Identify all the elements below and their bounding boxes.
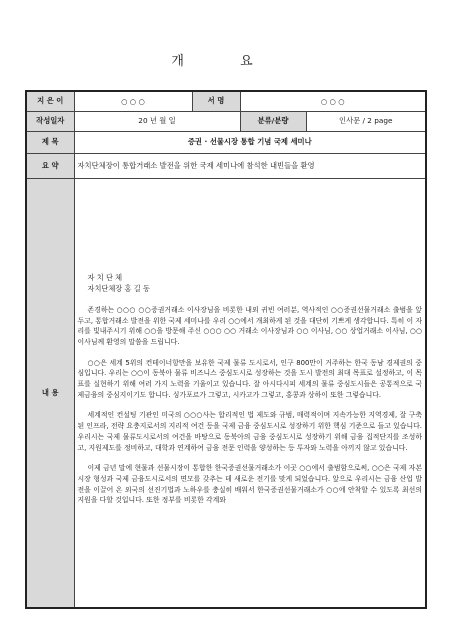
paragraph: ○○은 세계 5위의 컨테이너항만을 보유한 국제 물류 도시로서, 인구 800만이 거주하는 한국 동남 경제권의 중심입니다. 우리는 ○○이 동북아 물류 비즈니스 중심도시로 성장하는 것을 도시 발전의 최대 목표로 설정하고, 이 목표를 실현하기 위해 여러 가지 노력을 기울이고 있습니다. 잘 아시다시피 세계의 물류 중심도시들은 공통적으로 국제금융의 중심지이기도 합니다. 싱가포르가 그렇고, 시카고가 그렇고, 홍콩과 상하이 또한 그렇습니다. bbox=[77, 358, 422, 399]
content-row bbox=[26, 178, 426, 608]
date-label: 작성일자 bbox=[26, 111, 74, 131]
content-body bbox=[78, 272, 423, 506]
content-label: 내 용 bbox=[26, 178, 74, 608]
paragraph: 세계적인 컨설팅 기관인 미국의 ○○○사는 합리적인 법 제도와 규범, 매력적이며 지속가능한 지역경제, 잘 구축된 인프라, 전략 요충지로서의 지리적 여건 등을 국제 금융 중심도시로 성장하기 위한 핵심 기준으로 들고 있습니다. 우리시는 국제 물류도시로서의 여건을 바탕으로 동북아의 금융 중심도시로 성장하기 위해 금융 집적단지를 조성하고, 지원제도를 정비하고, 대학과 연계하여 금융 전문 인력을 양성하는 등 투자와 노력을 아끼지 않고 있습니다. bbox=[77, 411, 422, 452]
document-form bbox=[25, 90, 427, 609]
content-cell bbox=[74, 178, 426, 608]
author-value: ○ ○ ○ bbox=[74, 91, 192, 111]
signature-org: 자 치 단 체 bbox=[87, 272, 123, 282]
date-row bbox=[26, 111, 426, 131]
signature-block bbox=[78, 272, 423, 294]
speaker-value: ○ ○ ○ bbox=[240, 91, 426, 111]
signature-name: 자치단체장 홍 길 동 bbox=[87, 283, 150, 293]
class-label: 분류/분량 bbox=[240, 111, 306, 131]
paragraph: 존경하는 ○○○ ○○증권거래소 이사장님을 비롯한 내외 귀빈 여러분, 역사적인 ○○증권선물거래소 출범을 앞두고, 통합거래소 발전을 위한 국제 세미나를 우리 ○○에서 개최하게 된 것을 대단히 기쁘게 생각합니다. 특히 이 자리를 빛내주시기 위해 ○○을 방문해 주신 ○○○ ○○ 거래소 이사장님과 ○○ 이사님, ○○ 상업거래소 이사님, ○○ 이사님께 환영의 말씀을 드립니다. bbox=[77, 305, 422, 347]
title-row bbox=[26, 131, 426, 153]
summary-value: 자치단체장이 통합거래소 발전을 위한 국제 세미나에 참석한 내빈들을 환영 bbox=[74, 153, 426, 178]
summary-row bbox=[26, 153, 426, 178]
date-value: 20 년 월 일 bbox=[74, 111, 240, 131]
title-label: 제 목 bbox=[26, 131, 74, 153]
speaker-label: 서 명 bbox=[192, 91, 240, 111]
title-value: 증권 · 선물시장 통합 기념 국제 세미나 bbox=[74, 131, 426, 153]
summary-label: 요 약 bbox=[26, 153, 74, 178]
author-label: 지 은 이 bbox=[26, 91, 74, 111]
author-row bbox=[26, 91, 426, 111]
class-value: 인사문 / 2 page bbox=[306, 111, 426, 131]
paragraph: 이제 금년 말에 현물과 선물시장이 통합한 한국증권선물거래소가 이곳 ○○에서 출범함으로써, ○○은 국제 자본시장 형성과 국제 금융도시로서의 면모를 갖추는 데 새로운 전기를 맞게 되었습니다. 앞으로 우리시는 금융 산업 발전을 이끌어 온 외국의 선진기법과 노하우를 충실히 배워서 한국증권선물거래소가 ○○에 안착할 수 있도록 최선의 지원을 다할 것입니다. 또한 정부를 비롯한 각계와 bbox=[77, 463, 422, 505]
page-title: 개 요 bbox=[171, 54, 279, 69]
